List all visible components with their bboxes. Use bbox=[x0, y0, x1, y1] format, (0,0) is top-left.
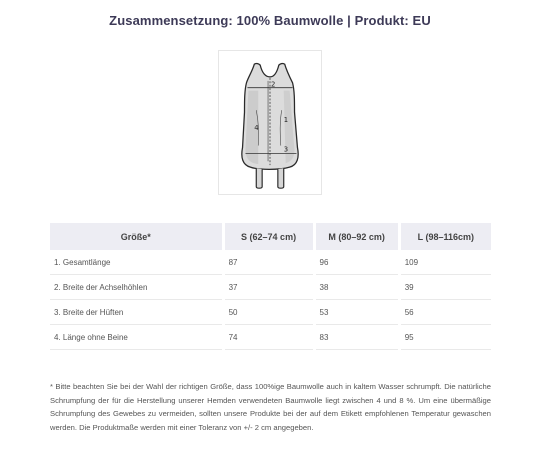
table-row bbox=[50, 300, 491, 325]
cell-s: 50 bbox=[223, 300, 314, 325]
cell-l: 56 bbox=[399, 300, 491, 325]
header-s: S (62–74 cm) bbox=[223, 223, 314, 250]
size-table bbox=[50, 223, 491, 350]
header-m: M (80–92 cm) bbox=[314, 223, 399, 250]
cell-m: 96 bbox=[314, 250, 399, 275]
figure-marker-3: 3 bbox=[283, 145, 289, 154]
cell-m: 38 bbox=[314, 275, 399, 300]
figure-marker-4: 4 bbox=[254, 123, 259, 132]
cell-l: 95 bbox=[399, 325, 491, 350]
row-label: 1. Gesamtlänge bbox=[50, 250, 223, 275]
header-l: L (98–116cm) bbox=[399, 223, 491, 250]
sleeping-bag-sketch-icon bbox=[218, 50, 322, 195]
table-row bbox=[50, 250, 491, 275]
cell-s: 37 bbox=[223, 275, 314, 300]
garment-leg-left bbox=[256, 168, 262, 188]
cell-l: 39 bbox=[399, 275, 491, 300]
cell-m: 53 bbox=[314, 300, 399, 325]
cell-m: 83 bbox=[314, 325, 399, 350]
garment-leg-right bbox=[278, 168, 284, 188]
figure-marker-1: 1 bbox=[283, 116, 289, 125]
cell-s: 74 bbox=[223, 325, 314, 350]
row-label: 2. Breite der Achselhöhlen bbox=[50, 275, 223, 300]
size-note: * Bitte beachten Sie bei der Wahl der richtigen Größe, dass 100%ige Baumwolle auch in kaltem Wasser schrumpft. Die natürliche Schrumpfung der für die Herstellung unserer Hemden verwendeten Baumwolle liegt zwischen 4 und 8 %. Um eine übermäßige Schrumpfung des Gewebes zu vermeiden, sollten unsere Produkte bei der auf dem Etikett empfohlenen Temperatur gewaschen werden. Die Produktmaße werden mit einer Toleranz von +/- 2 cm angegeben. bbox=[50, 382, 491, 432]
page-heading: Zusammensetzung: 100% Baumwolle | Produkt: EU bbox=[109, 13, 431, 28]
figure-marker-2: 2 bbox=[270, 80, 276, 89]
table-row bbox=[50, 325, 491, 350]
row-label: 3. Breite der Hüften bbox=[50, 300, 223, 325]
row-label: 4. Länge ohne Beine bbox=[50, 325, 223, 350]
size-table-header-row bbox=[50, 223, 491, 250]
cell-l: 109 bbox=[399, 250, 491, 275]
cell-s: 87 bbox=[223, 250, 314, 275]
header-size: Größe* bbox=[50, 223, 223, 250]
table-row bbox=[50, 275, 491, 300]
